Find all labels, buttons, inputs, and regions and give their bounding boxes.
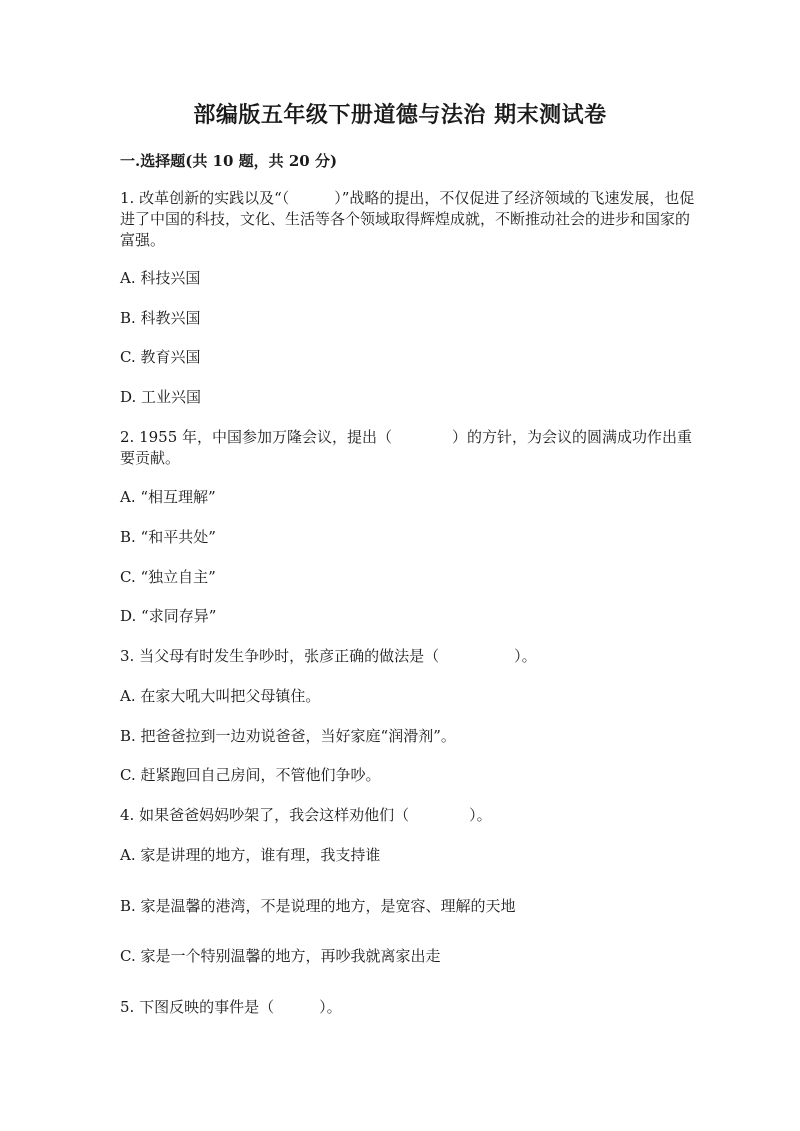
question-2-option-d: D. “求同存异” bbox=[120, 607, 217, 625]
question-4-option-c: C. 家是一个特别温馨的地方，再吵我就离家出走 bbox=[120, 947, 441, 965]
question-3-option-c: C. 赶紧跑回自己房间，不管他们争吵。 bbox=[120, 766, 381, 784]
question-1-option-d: D. 工业兴国 bbox=[120, 388, 202, 406]
question-2-option-b: B. “和平共处” bbox=[120, 528, 216, 546]
question-3-option-b: B. 把爸爸拉到一边劝说爸爸，当好家庭“润滑剂”。 bbox=[120, 727, 456, 745]
question-1-option-c: C. 教育兴国 bbox=[120, 348, 201, 366]
question-2-stem: 2. 1955 年，中国参加万隆会议，提出（ ）的方针，为会议的圆满成功作出重要贡献。 bbox=[120, 428, 693, 467]
page-title: 部编版五年级下册道德与法治 期末测试卷 bbox=[193, 102, 607, 128]
question-3-option-a: A. 在家大吼大叫把父母镇住。 bbox=[120, 687, 321, 705]
question-2-option-c: C. “独立自主” bbox=[120, 568, 216, 586]
question-4-option-a: A. 家是讲理的地方，谁有理，我支持谁 bbox=[120, 846, 381, 864]
section-heading: 一.选择题(共 10 题，共 20 分) bbox=[120, 152, 338, 170]
question-4-option-b: B. 家是温馨的港湾，不是说理的地方，是宽容、理解的天地 bbox=[120, 897, 516, 915]
question-2-option-a: A. “相互理解” bbox=[120, 488, 216, 506]
question-1-option-a: A. 科技兴国 bbox=[120, 269, 201, 287]
question-5-stem: 5. 下图反映的事件是（ ）。 bbox=[120, 998, 342, 1016]
question-3-stem: 3. 当父母有时发生争吵时，张彦正确的做法是（ ）。 bbox=[120, 647, 537, 665]
question-1-option-b: B. 科教兴国 bbox=[120, 309, 201, 327]
question-1-stem: 1. 改革创新的实践以及“（ ）”战略的提出，不仅促进了经济领域的飞速发展，也促进了中国的科技，文化、生活等各个领域取得辉煌成就，不断推动社会的进步和国家的富强。 bbox=[120, 189, 695, 249]
question-4-stem: 4. 如果爸爸妈妈吵架了，我会这样劝他们（ ）。 bbox=[120, 806, 492, 824]
